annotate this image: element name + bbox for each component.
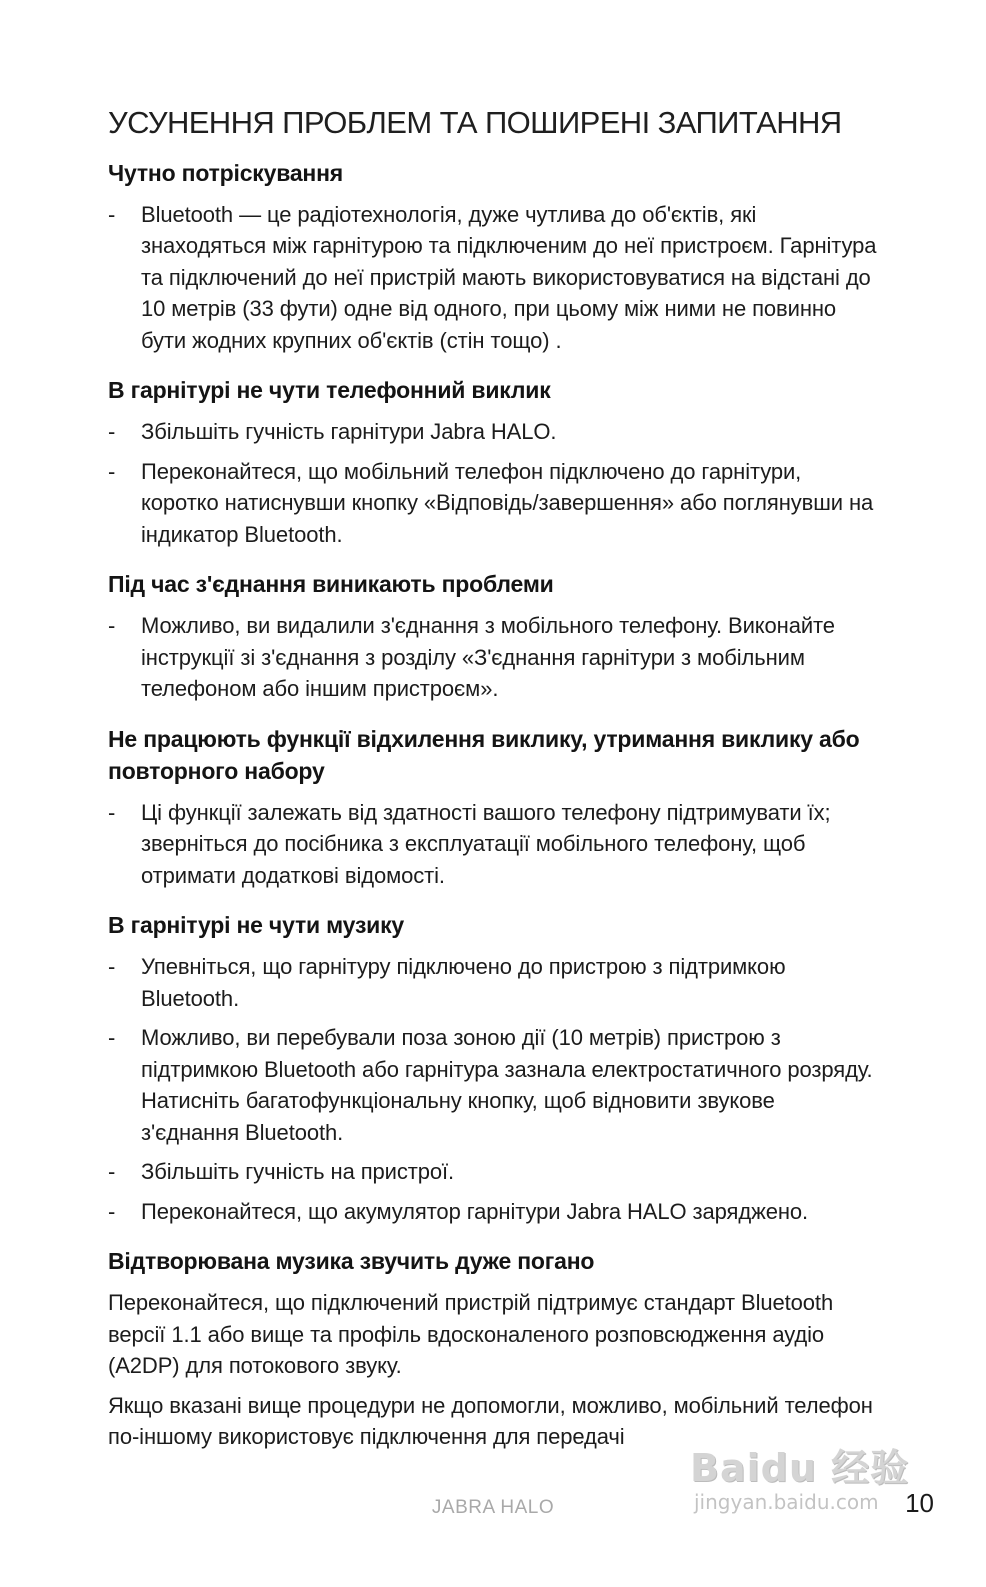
item-list bbox=[108, 610, 878, 705]
list-item bbox=[108, 797, 878, 892]
page-title: УСУНЕННЯ ПРОБЛЕМ ТА ПОШИРЕНІ ЗАПИТАННЯ bbox=[108, 105, 842, 140]
list-item bbox=[108, 1022, 878, 1148]
footer-brand: JABRA HALO bbox=[431, 1497, 555, 1518]
item-list bbox=[108, 416, 878, 550]
item-list bbox=[108, 199, 878, 357]
bullet-dash: - bbox=[108, 1159, 116, 1185]
list-item-text: Bluetooth — це радіотехнологія, дуже чутлива до об'єктів, які знаходяться між гарнітурою та підключеним до неї пристроєм. Гарнітура та підключений до неї пристрій мають використовуватися на відстані до 10 метрів (33 фути) одне від одного, при цьому між ними не повинно бути жодних крупних об'єктів (стін тощо) . bbox=[141, 201, 877, 353]
paragraph: Якщо вказані вище процедури не допомогли, можливо, мобільний телефон по-іншому використовує підключення для передачі bbox=[108, 1392, 873, 1450]
list-item-text: Ці функції залежать від здатності вашого телефону підтримувати їх; зверніться до посібника з експлуатації мобільного телефону, щоб отримати додаткові відомості. bbox=[141, 799, 831, 888]
section-heading: Не працюють функції відхилення виклику, утримання виклику або повторного набору bbox=[108, 725, 860, 784]
bullet-dash: - bbox=[108, 458, 116, 484]
list-item bbox=[108, 456, 878, 551]
list-item-text: Переконайтеся, що мобільний телефон підключено до гарнітури, коротко натиснувши кнопку «Відповідь/завершення» або поглянувши на індикатор Bluetooth. bbox=[141, 458, 874, 547]
section-no-call-audio bbox=[108, 374, 878, 550]
section-heading: Відтворювана музика звучить дуже погано bbox=[108, 1248, 595, 1275]
section-no-music bbox=[108, 909, 878, 1227]
bullet-dash: - bbox=[108, 1025, 116, 1051]
bullet-dash: - bbox=[108, 1198, 116, 1224]
bullet-dash: - bbox=[108, 799, 116, 825]
section-heading: Під час з'єднання виникають проблеми bbox=[108, 571, 554, 598]
section-heading: В гарнітурі не чути музику bbox=[108, 912, 405, 939]
section-heading: В гарнітурі не чути телефонний виклик bbox=[108, 377, 551, 404]
list-item-text: Збільшіть гучність гарнітури Jabra HALO. bbox=[141, 419, 557, 445]
baidu-watermark bbox=[690, 1446, 930, 1536]
list-item-text: Переконайтеся, що акумулятор гарнітури Jabra HALO заряджено. bbox=[141, 1198, 809, 1224]
item-list bbox=[108, 797, 878, 892]
watermark-url: jingyan.baidu.com bbox=[694, 1490, 879, 1514]
list-item bbox=[108, 1196, 878, 1228]
list-item-text: Можливо, ви перебували поза зоною дії (10 метрів) пристрою з підтримкою Bluetooth або гарнітура зазнала електростатичного розряду. Натисніть багатофункціональну кнопку, щоб відновити звукове з'єднання Bluetooth. bbox=[141, 1025, 873, 1145]
section-poor-music-quality bbox=[108, 1245, 878, 1453]
bullet-dash: - bbox=[108, 954, 116, 980]
bullet-dash: - bbox=[108, 419, 116, 445]
bullet-dash: - bbox=[108, 613, 116, 639]
section-pairing-problems bbox=[108, 568, 878, 705]
paragraph: Переконайтеся, що підключений пристрій підтримує стандарт Bluetooth версії 1.1 або вище та профіль вдосконаленого розповсюдження аудіо (A2DP) для потокового звуку. bbox=[108, 1290, 834, 1379]
item-list bbox=[108, 951, 878, 1227]
page-number: 10 bbox=[905, 1488, 934, 1518]
list-item-text: Можливо, ви видалили з'єднання з мобільного телефону. Виконайте інструкції зі з'єднання з розділу «З'єднання гарнітури з мобільним телефоном або іншим пристроєм». bbox=[141, 613, 835, 702]
bullet-dash: - bbox=[108, 201, 116, 227]
list-item bbox=[108, 1156, 878, 1188]
section-heading: Чутно потріскування bbox=[108, 159, 344, 186]
list-item bbox=[108, 951, 878, 1014]
list-item bbox=[108, 610, 878, 705]
document-page bbox=[108, 104, 878, 1471]
list-item-text: Збільшіть гучність на пристрої. bbox=[141, 1159, 455, 1185]
section-crackling bbox=[108, 157, 878, 357]
list-item bbox=[108, 416, 878, 448]
watermark-logo: Baidu 经验 bbox=[690, 1446, 910, 1490]
section-call-functions bbox=[108, 723, 878, 892]
list-item-text: Упевніться, що гарнітуру підключено до пристрою з підтримкою Bluetooth. bbox=[141, 954, 786, 1011]
list-item bbox=[108, 199, 878, 357]
